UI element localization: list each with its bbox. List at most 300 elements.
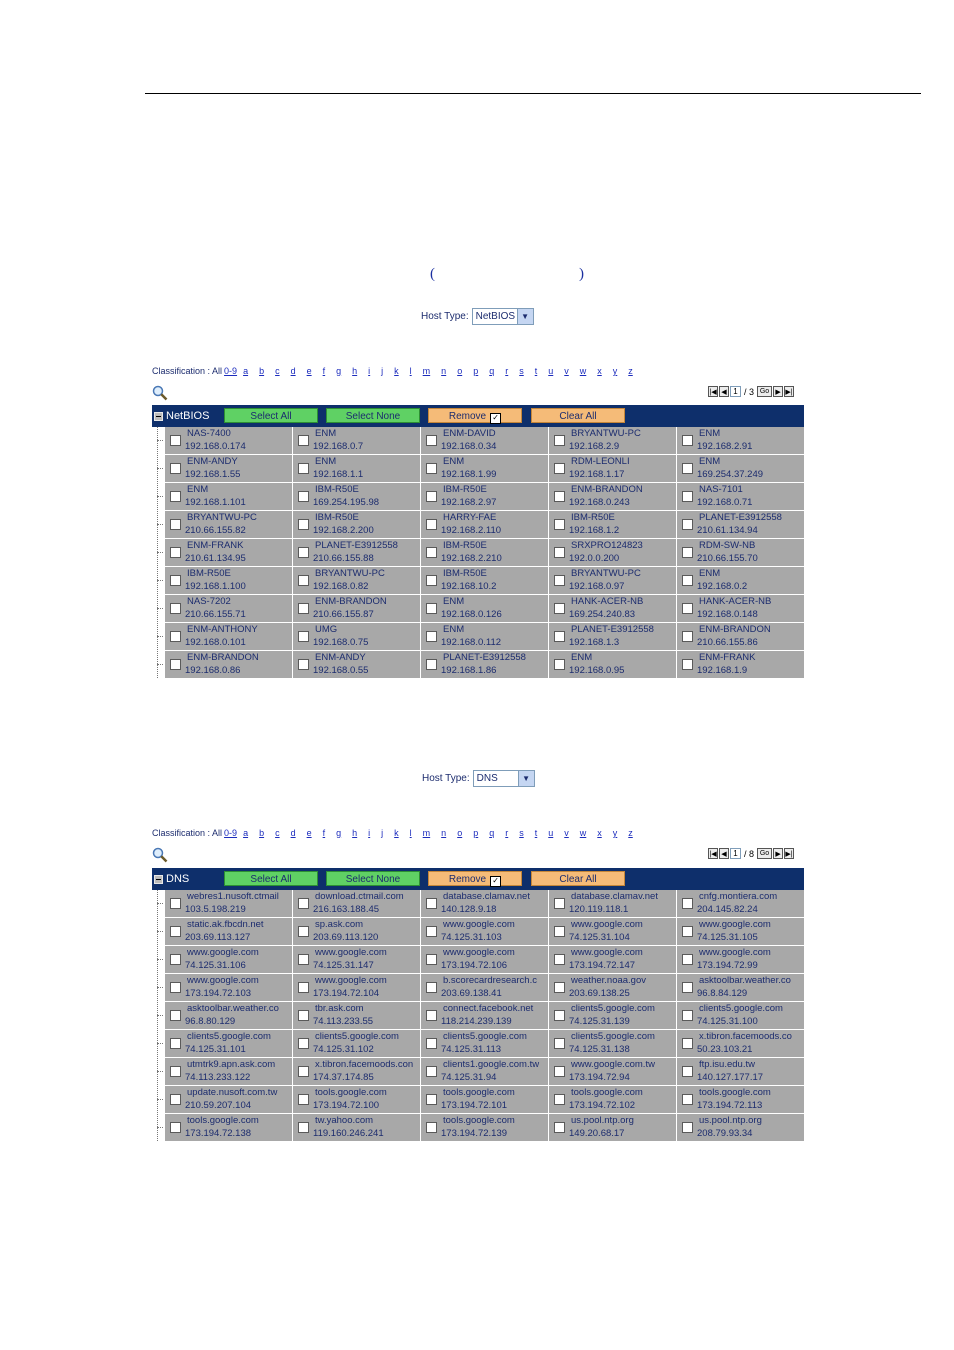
host-name: ENM-FRANK [187,540,244,551]
host-name: ENM [699,568,721,579]
host-checkbox[interactable] [170,1066,181,1077]
host-checkbox[interactable] [554,898,565,909]
panel-title: DNS [166,873,190,885]
tree-branch [157,608,163,610]
classification-link-n[interactable]: n [441,366,447,376]
host-cell [293,918,420,945]
classification-link-y[interactable]: y [612,828,618,838]
host-cell [421,1114,548,1141]
clear-all-button[interactable]: Clear All [531,408,625,423]
host-checkbox[interactable] [170,1122,181,1133]
host-checkbox[interactable] [682,659,693,670]
classification-link-q[interactable]: q [489,828,495,838]
host-name: clients5.google.com [443,1031,527,1042]
classification-link-i[interactable]: i [368,366,371,376]
host-checkbox[interactable] [554,603,565,614]
host-ip: 192.168.2.200 [313,525,374,536]
host-checkbox[interactable] [298,1010,309,1021]
host-name: ENM-BRANDON [571,484,643,495]
host-checkbox[interactable] [554,1122,565,1133]
host-type-dropdown[interactable] [473,770,535,787]
select-none-button[interactable]: Select None [326,408,420,423]
host-checkbox[interactable] [426,1066,437,1077]
host-name: database.clamav.net [443,891,530,902]
host-ip: 192.168.2.91 [697,441,753,452]
host-checkbox[interactable] [554,659,565,670]
host-checkbox[interactable] [554,1038,565,1049]
classification-link-0-9[interactable]: 0-9 [224,828,238,838]
host-name: tools.google.com [699,1087,771,1098]
search-icon[interactable] [152,847,168,863]
host-ip: 192.168.0.101 [185,637,246,648]
page-number-input[interactable]: 1 [730,386,741,397]
prev-page-button[interactable]: ◀ [719,386,729,397]
host-name: www.google.com [571,919,643,930]
page-number-input[interactable]: 1 [730,848,741,859]
classification-link-c[interactable]: c [275,828,280,838]
host-ip: 192.168.0.2 [697,581,748,592]
host-checkbox[interactable] [426,954,437,965]
host-checkbox[interactable] [298,491,309,502]
host-ip: 192.168.0.112 [441,637,502,648]
host-checkbox[interactable] [554,519,565,530]
host-checkbox[interactable] [554,1010,565,1021]
host-checkbox[interactable] [426,1122,437,1133]
host-cell [293,946,420,973]
host-cell [421,651,548,678]
host-type-dropdown[interactable] [472,308,534,325]
host-checkbox[interactable] [170,575,181,586]
host-checkbox[interactable] [682,1010,693,1021]
classification-link-w[interactable]: w [579,366,587,376]
host-checkbox[interactable] [426,463,437,474]
host-checkbox[interactable] [426,631,437,642]
chevron-down-icon[interactable]: ▼ [517,309,533,324]
host-ip: 140.127.177.17 [697,1072,764,1083]
host-checkbox[interactable] [298,954,309,965]
host-checkbox[interactable] [554,547,565,558]
pagination [708,848,794,859]
host-checkbox[interactable] [170,491,181,502]
classification-link-w[interactable]: w [579,828,587,838]
host-ip: 203.69.138.25 [569,988,630,999]
host-name: www.google.com.tw [571,1059,655,1070]
go-button[interactable]: Go [757,848,772,859]
host-name: tools.google.com [571,1087,643,1098]
host-name: www.google.com [187,947,259,958]
host-checkbox[interactable] [554,926,565,937]
host-checkbox[interactable] [426,1094,437,1105]
host-name: tbr.ask.com [315,1003,364,1014]
classification-link-x[interactable]: x [597,366,602,376]
host-checkbox[interactable] [298,926,309,937]
host-cell [293,1002,420,1029]
search-icon[interactable] [152,385,168,401]
host-ip: 192.168.1.2 [569,525,620,536]
host-checkbox[interactable] [554,1066,565,1077]
classification-link-j[interactable]: j [381,366,384,376]
last-page-button[interactable]: ▶| [784,848,794,859]
host-grid-area [152,890,804,1141]
host-type-label: Host Type: [422,773,470,784]
classification-link-p[interactable]: p [473,366,479,376]
host-checkbox[interactable] [682,435,693,446]
host-checkbox[interactable] [682,982,693,993]
host-ip: 74.125.31.106 [185,960,246,971]
host-cell [421,1030,548,1057]
host-ip: 119.160.246.241 [313,1128,384,1139]
host-name: PLANET-E3912558 [315,540,398,551]
host-ip: 74.113.233.122 [185,1072,251,1083]
host-checkbox[interactable] [170,1038,181,1049]
classification-link-s[interactable]: s [519,828,524,838]
classification-link-d[interactable]: d [290,828,296,838]
host-ip: 173.194.72.138 [185,1128,252,1139]
host-name: BRYANTWU-PC [571,568,641,579]
host-checkbox[interactable] [426,575,437,586]
host-name: ENM-DAVID [443,428,496,439]
host-checkbox[interactable] [426,1038,437,1049]
tree-branch [157,903,163,905]
host-checkbox[interactable] [170,954,181,965]
host-checkbox[interactable] [682,1094,693,1105]
host-name: NAS-7400 [187,428,231,439]
host-checkbox[interactable] [554,435,565,446]
host-checkbox[interactable] [682,575,693,586]
host-ip: 204.145.82.24 [697,904,758,915]
host-cell [293,427,420,454]
host-ip: 210.61.134.94 [697,525,758,536]
host-checkbox[interactable] [682,547,693,558]
host-name: x.tibron.facemoods.co [699,1031,792,1042]
host-checkbox[interactable] [682,898,693,909]
host-ip: 192.168.0.55 [313,665,369,676]
host-checkbox[interactable] [170,926,181,937]
host-checkbox[interactable] [554,1094,565,1105]
host-name: b.scorecardresearch.c [443,975,537,986]
classification-link-o[interactable]: o [457,366,463,376]
host-checkbox[interactable] [682,631,693,642]
host-checkbox[interactable] [682,954,693,965]
classification-link-r[interactable]: r [505,366,509,376]
host-ip: 173.194.72.100 [313,1100,380,1111]
host-ip: 173.194.72.99 [697,960,758,971]
host-checkbox[interactable] [426,926,437,937]
host-checkbox[interactable] [170,1010,181,1021]
host-name: download.ctmail.com [315,891,404,902]
tree-branch [157,1043,163,1045]
host-name: ENM [699,428,721,439]
host-checkbox[interactable] [298,463,309,474]
header-rule [145,93,921,94]
host-ip: 96.8.80.129 [185,1016,236,1027]
host-ip: 74.125.31.94 [441,1072,497,1083]
host-cell [165,511,292,538]
host-name: NAS-7202 [187,596,231,607]
host-cell [165,1002,292,1029]
classification-link-z[interactable]: z [628,366,633,376]
classification-link-0-9[interactable]: 0-9 [224,366,238,376]
next-page-button[interactable]: ▶ [773,386,783,397]
host-cell [293,890,420,917]
classification-link-p[interactable]: p [473,828,479,838]
host-cell [549,946,676,973]
next-page-button[interactable]: ▶ [773,848,783,859]
host-grid [165,890,804,1141]
remove-checkbox[interactable]: ✓ [490,413,501,424]
host-checkbox[interactable] [682,1038,693,1049]
classification-link-f[interactable]: f [322,828,326,838]
host-checkbox[interactable] [298,1094,309,1105]
host-checkbox[interactable] [170,982,181,993]
host-checkbox[interactable] [554,982,565,993]
host-checkbox[interactable] [682,603,693,614]
host-checkbox[interactable] [426,603,437,614]
host-ip: 208.79.93.34 [697,1128,753,1139]
host-ip: 192.168.1.3 [569,637,620,648]
host-checkbox[interactable] [426,1010,437,1021]
host-ip: 149.20.68.17 [569,1128,625,1139]
host-ip: 173.194.72.147 [569,960,636,971]
classification-link-a[interactable]: a [243,828,249,838]
prev-page-button[interactable]: ◀ [719,848,729,859]
host-cell [677,539,804,566]
host-ip: 203.69.113.120 [313,932,379,943]
host-checkbox[interactable] [426,659,437,670]
classification-link-r[interactable]: r [505,828,509,838]
host-name: www.google.com [187,975,259,986]
host-cell [293,1030,420,1057]
classification-link-v[interactable]: v [564,366,569,376]
host-cell [421,918,548,945]
host-cell [677,1002,804,1029]
classification-link-i[interactable]: i [368,828,371,838]
host-cell [165,918,292,945]
host-checkbox[interactable] [170,603,181,614]
collapse-toggle-icon[interactable] [154,412,163,421]
host-cell [549,483,676,510]
collapse-toggle-icon[interactable] [154,875,163,884]
host-cell [421,946,548,973]
remove-checkbox[interactable]: ✓ [490,876,501,887]
host-checkbox[interactable] [298,1122,309,1133]
classification-link-v[interactable]: v [564,828,569,838]
classification-link-l[interactable]: l [409,828,412,838]
host-name: BRYANTWU-PC [315,568,385,579]
host-cell [677,1086,804,1113]
classification-link-k[interactable]: k [394,828,399,838]
classification-link-c[interactable]: c [275,366,280,376]
host-name: ENM-BRANDON [699,624,771,635]
select-all-button[interactable]: Select All [224,408,318,423]
go-button[interactable]: Go [757,386,772,397]
classification-link-u[interactable]: u [548,366,554,376]
host-ip: 74.125.31.103 [441,932,502,943]
last-page-button[interactable]: ▶| [784,386,794,397]
host-checkbox[interactable] [298,547,309,558]
host-checkbox[interactable] [170,435,181,446]
host-ip: 173.194.72.104 [313,988,380,999]
classification-link-x[interactable]: x [597,828,602,838]
host-checkbox[interactable] [298,631,309,642]
host-checkbox[interactable] [426,547,437,558]
host-checkbox[interactable] [298,982,309,993]
host-checkbox[interactable] [170,463,181,474]
host-checkbox[interactable] [298,435,309,446]
host-name: ENM-FRANK [699,652,756,663]
host-cell [293,974,420,1001]
classification-link-t[interactable]: t [534,828,538,838]
host-ip: 74.125.31.105 [697,932,758,943]
host-checkbox[interactable] [682,519,693,530]
tree-branch [157,1127,163,1129]
host-checkbox[interactable] [298,659,309,670]
host-cell [549,890,676,917]
host-cell [677,1030,804,1057]
host-cell [165,1114,292,1141]
host-checkbox[interactable] [170,519,181,530]
host-name: ENM-BRANDON [187,652,259,663]
host-name: tools.google.com [443,1115,515,1126]
classification-link-h[interactable]: h [352,828,358,838]
host-name: ftp.isu.edu.tw [699,1059,755,1070]
host-ip: 192.168.2.9 [569,441,620,452]
classification-link-e[interactable]: e [306,828,312,838]
host-checkbox[interactable] [554,463,565,474]
host-ip: 74.125.31.100 [697,1016,758,1027]
classification-link-u[interactable]: u [548,828,554,838]
host-checkbox[interactable] [426,519,437,530]
host-name: update.nusoft.com.tw [187,1087,278,1098]
host-name: ENM-ANDY [187,456,238,467]
classification-link-o[interactable]: o [457,828,463,838]
host-cell [165,1086,292,1113]
classification-link-d[interactable]: d [290,366,296,376]
host-cell [165,427,292,454]
host-ip: 192.168.2.97 [441,497,497,508]
host-checkbox[interactable] [554,954,565,965]
host-checkbox[interactable] [170,898,181,909]
host-ip: 192.168.2.110 [441,525,502,536]
host-cell [549,1086,676,1113]
host-ip: 96.8.84.129 [697,988,748,999]
host-checkbox[interactable] [682,491,693,502]
host-ip: 173.194.72.94 [569,1072,630,1083]
host-ip: 174.37.174.85 [313,1072,374,1083]
host-checkbox[interactable] [554,631,565,642]
host-ip: 173.194.72.139 [441,1128,508,1139]
host-checkbox[interactable] [298,1066,309,1077]
classification-link-t[interactable]: t [534,366,538,376]
host-name: SRXPRO124823 [571,540,643,551]
classification-link-b[interactable]: b [259,828,265,838]
host-cell [293,483,420,510]
host-ip: 50.23.103.21 [697,1044,753,1055]
host-cell [549,539,676,566]
host-cell [677,890,804,917]
host-checkbox[interactable] [426,982,437,993]
host-checkbox[interactable] [298,603,309,614]
classification-link-l[interactable]: l [409,366,412,376]
classification-link-j[interactable]: j [381,828,384,838]
host-checkbox[interactable] [170,631,181,642]
host-checkbox[interactable] [554,575,565,586]
select-all-button[interactable]: Select All [224,871,318,886]
host-checkbox[interactable] [298,519,309,530]
host-ip: 169.254.240.83 [569,609,636,620]
host-checkbox[interactable] [554,491,565,502]
host-checkbox[interactable] [426,898,437,909]
host-ip: 192.168.10.2 [441,581,497,592]
classification-link-m[interactable]: m [422,366,431,376]
host-name: www.google.com [315,975,387,986]
classification-link-k[interactable]: k [394,366,399,376]
host-cell [677,974,804,1001]
host-checkbox[interactable] [170,547,181,558]
host-checkbox[interactable] [426,491,437,502]
first-page-button[interactable]: |◀ [708,386,718,397]
classification-link-f[interactable]: f [322,366,326,376]
host-checkbox[interactable] [170,659,181,670]
classification-link-g[interactable]: g [336,828,342,838]
host-checkbox[interactable] [682,1066,693,1077]
host-name: www.google.com [699,919,771,930]
classification-link-b[interactable]: b [259,366,265,376]
host-checkbox[interactable] [682,926,693,937]
host-name: clients5.google.com [571,1003,655,1014]
classification-link-a[interactable]: a [243,366,249,376]
classification-link-n[interactable]: n [441,828,447,838]
host-checkbox[interactable] [682,1122,693,1133]
classification-link-g[interactable]: g [336,366,342,376]
host-name: clients5.google.com [699,1003,783,1014]
host-checkbox[interactable] [298,1038,309,1049]
classification-link-z[interactable]: z [628,828,633,838]
tree-branch [157,524,163,526]
host-cell [677,1058,804,1085]
classification-link-s[interactable]: s [519,366,524,376]
host-name: RDM-SW-NB [699,540,756,551]
classification-link-y[interactable]: y [612,366,618,376]
host-ip: 118.214.239.139 [441,1016,512,1027]
host-name: BRYANTWU-PC [187,512,257,523]
pagination [708,386,794,397]
select-none-button[interactable]: Select None [326,871,420,886]
host-checkbox[interactable] [298,898,309,909]
host-checkbox[interactable] [298,575,309,586]
classification-link-m[interactable]: m [422,828,431,838]
chevron-down-icon[interactable]: ▼ [518,771,534,786]
remove-button[interactable] [428,408,522,423]
classification-link-h[interactable]: h [352,366,358,376]
remove-button[interactable] [428,871,522,886]
host-ip: 192.168.1.9 [697,665,748,676]
host-ip: 169.254.195.98 [313,497,380,508]
tree-branch [157,959,163,961]
classification-link-q[interactable]: q [489,366,495,376]
host-checkbox[interactable] [426,435,437,446]
host-cell [421,890,548,917]
host-cell [293,595,420,622]
host-cell [165,946,292,973]
host-cell [165,1030,292,1057]
classification-link-e[interactable]: e [306,366,312,376]
first-page-button[interactable]: |◀ [708,848,718,859]
host-checkbox[interactable] [682,463,693,474]
host-name: www.google.com [443,947,515,958]
clear-all-button[interactable]: Clear All [531,871,625,886]
host-checkbox[interactable] [170,1094,181,1105]
